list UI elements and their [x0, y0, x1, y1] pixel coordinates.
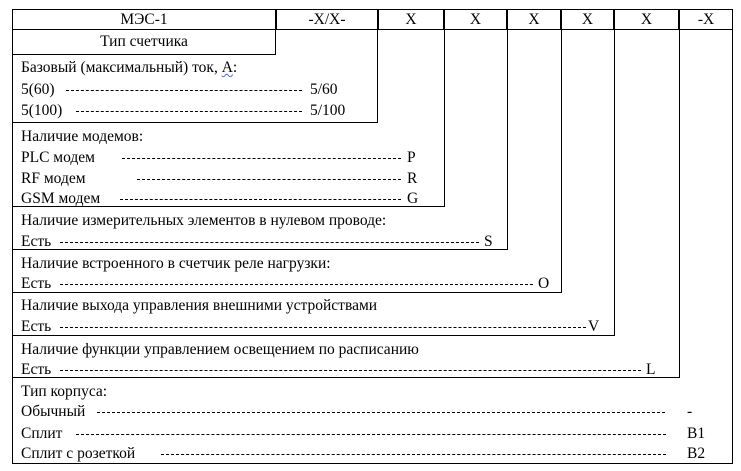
modem-option-code: P	[407, 149, 416, 166]
meter-type-title: Тип счетчика	[100, 33, 188, 50]
dash-leader	[76, 434, 666, 435]
header-cell-housing: -X	[679, 9, 733, 30]
housing-option-code: -	[687, 403, 693, 420]
lighting-code: L	[646, 361, 656, 378]
modem-option-label: PLC модем	[21, 149, 95, 166]
current-title: Базовый (максимальный) ток, А:	[21, 59, 238, 76]
current-option-label: 5(100)	[21, 102, 63, 119]
lighting-title: Наличие функции управлением освещением по расписанию	[21, 341, 419, 358]
header-cell-external: X	[561, 9, 614, 30]
modem-option-code: G	[407, 190, 419, 207]
dash-leader	[66, 90, 302, 91]
header-cell-current: -X/X-	[276, 9, 378, 30]
housing-title: Тип корпуса:	[21, 383, 108, 400]
modems-title: Наличие модемов:	[21, 128, 144, 145]
dash-leader	[76, 111, 302, 112]
dash-leader	[60, 327, 586, 328]
current-option-label: 5(60)	[21, 81, 55, 98]
modem-option-code: R	[407, 170, 418, 187]
external-label: Есть	[21, 318, 52, 335]
header-cell-modem: X	[378, 9, 444, 30]
neutral-title: Наличие измерительных элементов в нулевом проводе:	[21, 212, 387, 229]
header-cell-model: МЭС-1	[12, 9, 276, 30]
neutral-label: Есть	[21, 233, 52, 250]
relay-code: O	[538, 275, 550, 292]
current-option-code: 5/100	[310, 102, 346, 119]
housing-option-label: Обычный	[21, 403, 86, 420]
dash-leader	[137, 179, 401, 180]
dash-leader	[122, 158, 401, 159]
neutral-code: S	[484, 233, 493, 250]
housing-option-code: B2	[687, 445, 706, 462]
dash-leader	[60, 370, 641, 371]
dash-leader	[97, 412, 665, 413]
relay-title: Наличие встроенного в счетчик реле нагрузки:	[21, 255, 331, 272]
current-option-code: 5/60	[310, 81, 338, 98]
housing-option-label: Сплит с розеткой	[21, 445, 136, 462]
housing-option-code: B1	[687, 425, 706, 442]
dash-leader	[120, 199, 401, 200]
modem-option-label: RF модем	[21, 170, 86, 187]
relay-label: Есть	[21, 275, 52, 292]
housing-option-label: Сплит	[21, 425, 63, 442]
external-code: V	[588, 318, 600, 335]
header-cell-neutral: X	[444, 9, 507, 30]
dash-leader	[60, 284, 533, 285]
modem-option-label: GSM модем	[21, 190, 101, 207]
dash-leader	[60, 242, 479, 243]
lighting-label: Есть	[21, 361, 52, 378]
header-cell-relay: X	[507, 9, 561, 30]
header-cell-lighting: X	[614, 9, 679, 30]
external-title: Наличие выхода управления внешними устройствами	[21, 297, 378, 314]
dash-leader	[161, 454, 666, 455]
